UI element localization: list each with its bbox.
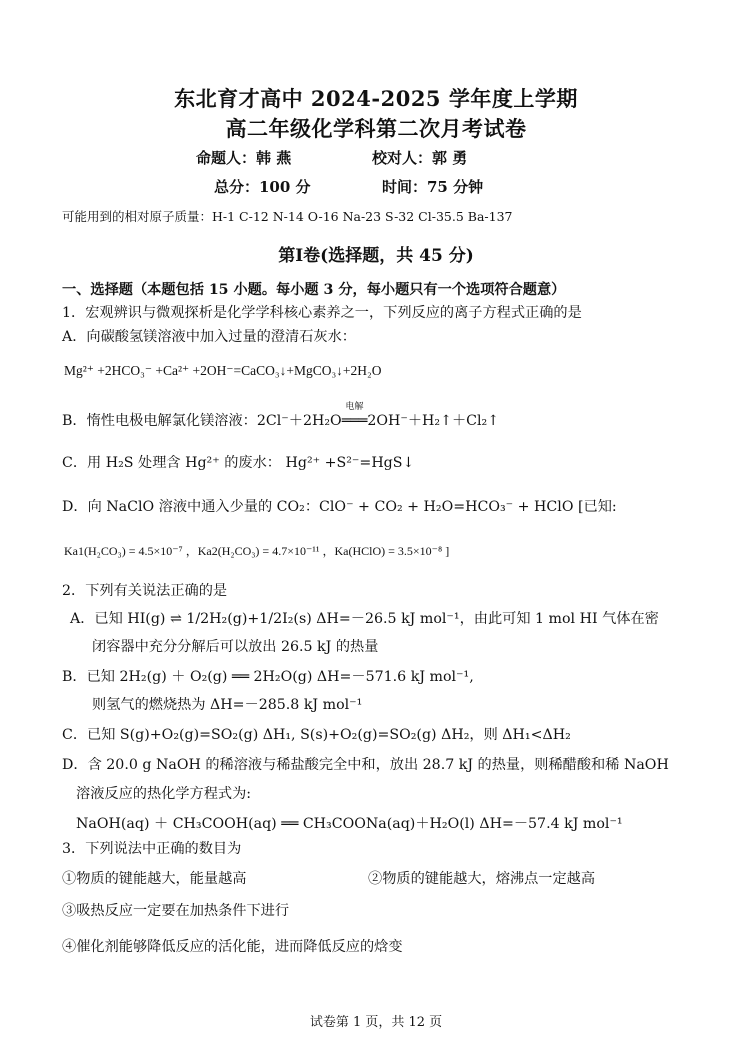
q1-stem: 1．宏观辨识与微观探析是化学学科核心素养之一，下列反应的离子方程式正确的是 [62, 305, 582, 321]
q2-option-a-line1: A．已知 HI(g) ⇌ 1/2H₂(g)+1/2I₂(s) ΔH=－26.5 kJ mol⁻¹，由此可知 1 mol HI 气体在密 [70, 611, 659, 627]
q3-statement-3: ③吸热反应一定要在加热条件下进行 [62, 903, 290, 919]
q1-option-b-text: B．惰性电极电解氯化镁溶液：2Cl⁻＋2H₂O [62, 413, 342, 429]
section-title: 第Ⅰ卷(选择题，共 45 分) [278, 246, 474, 266]
q1-option-d: D．向 NaClO 溶液中通入少量的 CO₂：ClO⁻ + CO₂ + H₂O=HCO₃⁻ + HClO [已知: [62, 499, 617, 515]
q1-option-a: A．向碳酸氢镁溶液中加入过量的澄清石灰水： [62, 329, 356, 345]
q3-stem: 3．下列说法中正确的数目为 [62, 841, 242, 857]
total-score: 总分：100 分 [214, 178, 311, 196]
q2-option-c: C．已知 S(g)+O₂(g)=SO₂(g) ΔH₁, S(s)+O₂(g)=SO₂(g) ΔH₂，则 ΔH₁<ΔH₂ [62, 727, 571, 743]
q2-option-d-line2: 溶液反应的热化学方程式为: [76, 786, 252, 802]
author: 命题人：韩 燕 [196, 149, 292, 167]
atomic-masses: 可能用到的相对原子质量：H-1 C-12 N-14 O-16 Na-23 S-32 Cl-35.5 Ba-137 [62, 209, 513, 224]
q3-statement-1: ①物质的键能越大，能量越高 [62, 871, 247, 887]
q2-option-a-line2: 闭容器中充分分解后可以放出 26.5 kJ 的热量 [92, 639, 379, 655]
electrolysis-condition: 电解 [345, 402, 364, 412]
q1-option-b-products: 2OH⁻＋H₂↑＋Cl₂↑ [367, 413, 500, 429]
q2-option-d-equation: NaOH(aq) ＋ CH₃COOH(aq) ══ CH₃COONa(aq)＋H₂O(l) ΔH=－57.4 kJ mol⁻¹ [76, 816, 623, 832]
exam-title-line1: 东北育才高中 2024-2025 学年度上学期 [174, 86, 578, 111]
q1-option-d-constants: Ka1(H₂CO₃) = 4.5×10⁻⁷ ，Ka2(H₂CO₃) = 4.7×10⁻¹¹ ，Ka(HClO) = 3.5×10⁻⁸ ] [64, 544, 450, 558]
reviewer: 校对人：郭 勇 [372, 149, 468, 167]
q3-statement-4: ④催化剂能够降低反应的活化能，进而降低反应的焓变 [62, 939, 403, 955]
q2-option-b-line2: 则氢气的燃烧热为 ΔH=－285.8 kJ mol⁻¹ [92, 697, 363, 713]
electrolysis-arrow: 电解 ═══ [341, 402, 368, 429]
q1-option-a-equation: Mg²⁺ +2HCO₃⁻ +Ca²⁺ +2OH⁻=CaCO₃↓+MgCO₃↓+2H₂O [64, 363, 382, 378]
q2-option-b-line1: B．已知 2H₂(g) ＋ O₂(g) ══ 2H₂O(g) ΔH=－571.6 kJ mol⁻¹, [62, 669, 474, 685]
q2-option-d-line1: D．含 20.0 g NaOH 的稀溶液与稀盐酸完全中和，放出 28.7 kJ 的热量，则稀醋酸和稀 NaOH [62, 757, 669, 773]
q2-stem: 2．下列有关说法正确的是 [62, 583, 228, 599]
section-instruction: 一、选择题（本题包括 15 小题。每小题 3 分，每小题只有一个选项符合题意） [62, 282, 566, 298]
q1-option-b [62, 402, 500, 429]
q3-statement-2: ②物质的键能越大，熔沸点一定越高 [368, 871, 596, 887]
page-footer: 试卷第 1 页，共 12 页 [309, 1015, 443, 1030]
exam-time: 时间：75 分钟 [382, 178, 484, 196]
q1-option-c: C．用 H₂S 处理含 Hg²⁺ 的废水： Hg²⁺ +S²⁻=HgS↓ [62, 455, 415, 471]
exam-title-line2: 高二年级化学科第二次月考试卷 [225, 116, 527, 141]
